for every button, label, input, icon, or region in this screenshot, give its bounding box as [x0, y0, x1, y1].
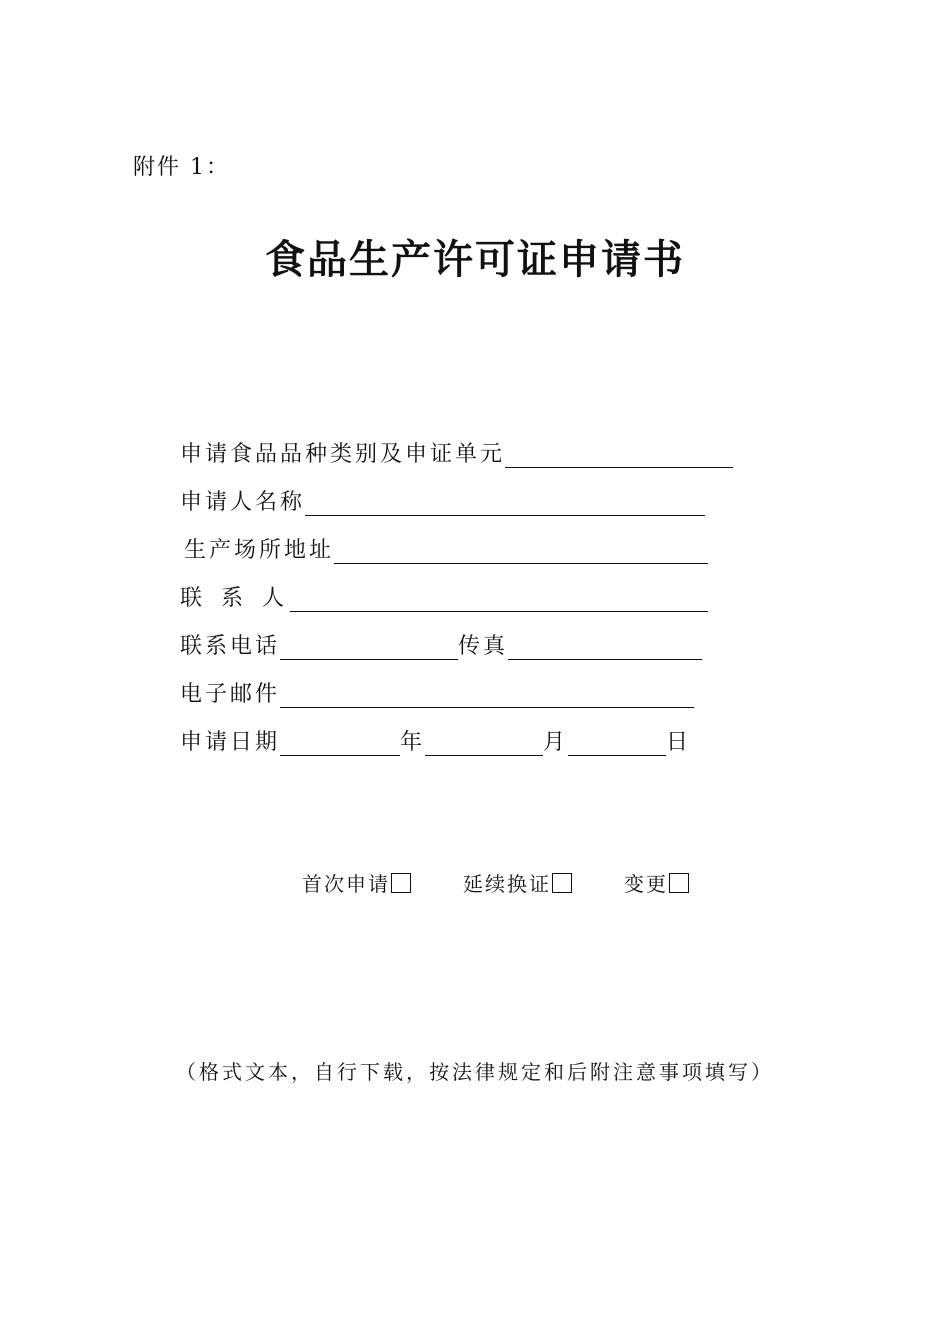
- format-note: （格式文本，自行下载，按法律规定和后附注意事项填写）: [176, 1060, 774, 1084]
- renewal-label: 延续换证: [463, 872, 551, 896]
- applicant-name-label: 申请人名称: [180, 490, 306, 515]
- day-field[interactable]: [568, 731, 666, 756]
- email-row: [180, 676, 694, 710]
- contact-person-row: [180, 580, 708, 614]
- food-category-label: 申请食品品种类别及申证单元: [180, 442, 506, 467]
- applicant-name-row: [180, 484, 705, 518]
- contact-phone-label: 联系电话: [180, 634, 281, 659]
- apply-date-label: 申请日期: [180, 730, 281, 755]
- contact-person-label: 联 系 人: [180, 586, 290, 611]
- email-field[interactable]: [280, 683, 694, 708]
- attachment-label: 附件 1：: [133, 155, 230, 180]
- renewal-option: [463, 868, 572, 897]
- year-label: 年: [400, 730, 426, 755]
- month-field[interactable]: [425, 731, 543, 756]
- applicant-name-field[interactable]: [305, 491, 705, 516]
- fax-label: 传真: [458, 634, 509, 659]
- food-category-row: [180, 436, 733, 470]
- change-option: [624, 868, 689, 897]
- year-field[interactable]: [280, 731, 400, 756]
- renewal-checkbox[interactable]: [552, 873, 572, 893]
- email-label: 电子邮件: [180, 682, 281, 707]
- change-label: 变更: [624, 872, 668, 896]
- change-checkbox[interactable]: [669, 873, 689, 893]
- production-address-label: 生产场所地址: [184, 538, 335, 563]
- food-category-field[interactable]: [505, 443, 733, 468]
- contact-person-field[interactable]: [290, 587, 708, 612]
- fax-field[interactable]: [508, 635, 702, 660]
- phone-fax-row: [180, 628, 702, 662]
- first-application-checkbox[interactable]: [391, 873, 411, 893]
- contact-phone-field[interactable]: [280, 635, 458, 660]
- production-address-field[interactable]: [334, 539, 708, 564]
- production-address-row: [184, 532, 708, 566]
- application-type-group: [302, 868, 689, 897]
- document-title: 食品生产许可证申请书: [265, 237, 685, 283]
- day-label: 日: [666, 730, 692, 755]
- month-label: 月: [543, 730, 569, 755]
- apply-date-row: [180, 724, 691, 758]
- first-application-label: 首次申请: [302, 872, 390, 896]
- first-application-option: [302, 868, 411, 897]
